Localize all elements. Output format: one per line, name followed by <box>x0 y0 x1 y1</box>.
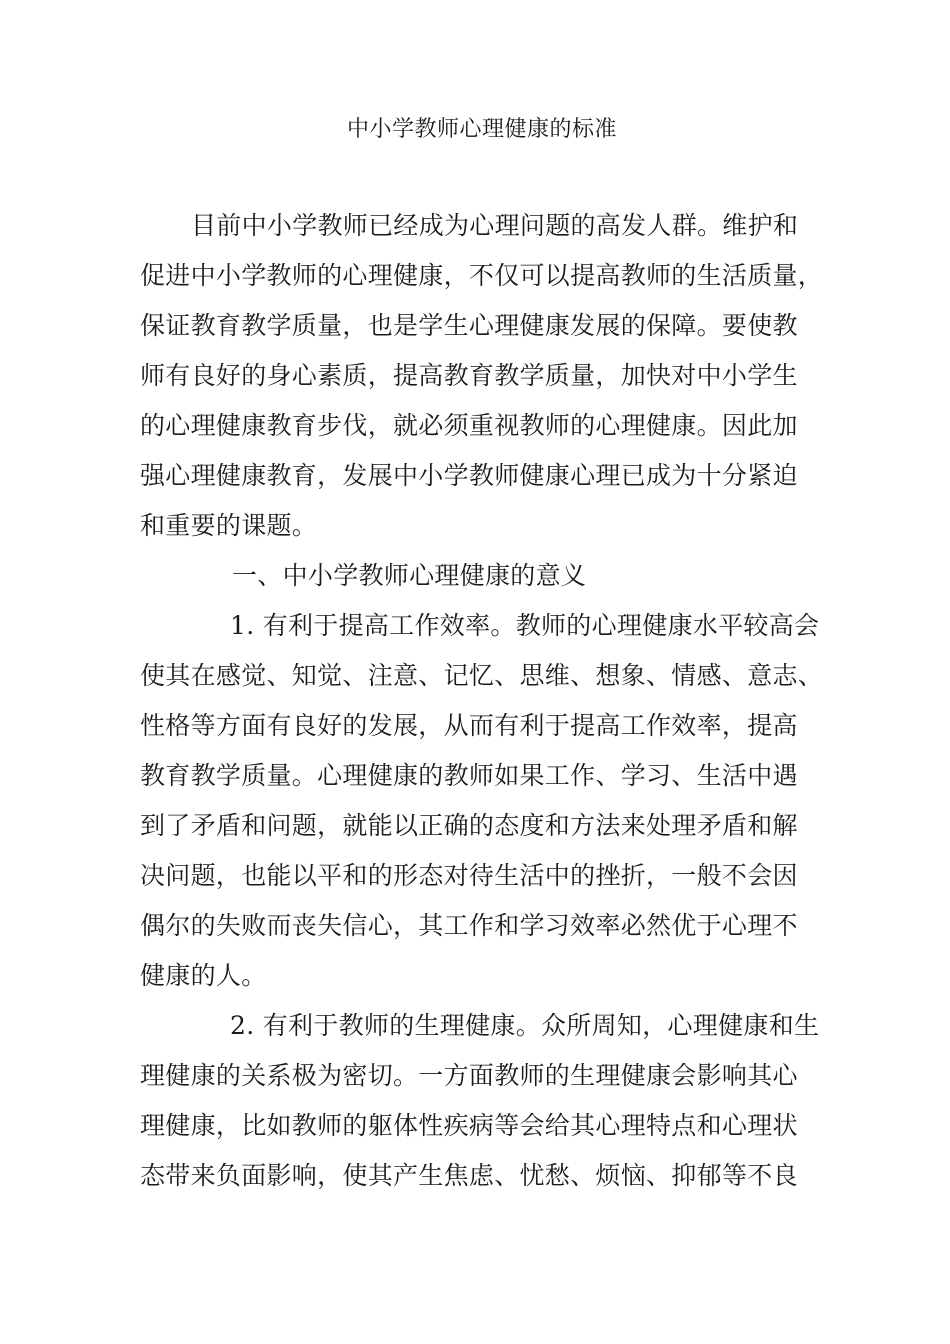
paragraph-line: 理健康，比如教师的躯体性疾病等会给其心理特点和心理状 <box>140 1111 798 1140</box>
paragraph-line: 态带来负面影响，使其产生焦虑、忧愁、烦恼、抑郁等不良 <box>140 1161 798 1190</box>
paragraph-line: 决问题，也能以平和的形态对待生活中的挫折，一般不会因 <box>140 861 798 890</box>
paragraph-line: 师有良好的身心素质，提高教育教学质量，加快对中小学生 <box>140 361 798 390</box>
paragraph-line: 的心理健康教育步伐，就必须重视教师的心理健康。因此加 <box>140 411 798 440</box>
paragraph-line: 强心理健康教育，发展中小学教师健康心理已成为十分紧迫 <box>140 461 798 490</box>
paragraph-line: 促进中小学教师的心理健康，不仅可以提高教师的生活质量， <box>140 261 824 290</box>
paragraph-line: 理健康的关系极为密切。一方面教师的生理健康会影响其心 <box>140 1061 798 1090</box>
paragraph-line: 使其在感觉、知觉、注意、记忆、思维、想象、情感、意志、 <box>140 661 824 690</box>
paragraph-line: 偶尔的失败而丧失信心，其工作和学习效率必然优于心理不 <box>140 911 798 940</box>
paragraph-line: 健康的人。 <box>140 961 267 990</box>
document-title: 中小学教师心理健康的标准 <box>346 117 617 142</box>
paragraph-line: 到了矛盾和问题，就能以正确的态度和方法来处理矛盾和解 <box>140 811 798 840</box>
paragraph-line: 性格等方面有良好的发展，从而有利于提高工作效率，提高 <box>140 711 798 740</box>
paragraph-line: 1. 有利于提高工作效率。教师的心理健康水平较高会 <box>230 611 820 640</box>
paragraph-line: 2. 有利于教师的生理健康。众所周知，心理健康和生 <box>230 1011 820 1040</box>
paragraph-line: 教育教学质量。心理健康的教师如果工作、学习、生活中遇 <box>140 761 798 790</box>
paragraph-line: 目前中小学教师已经成为心理问题的高发人群。维护和 <box>191 211 799 240</box>
paragraph-line: 和重要的课题。 <box>140 511 318 540</box>
paragraph-line: 保证教育教学质量，也是学生心理健康发展的保障。要使教 <box>140 311 798 340</box>
section-heading: 一、中小学教师心理健康的意义 <box>232 561 587 590</box>
